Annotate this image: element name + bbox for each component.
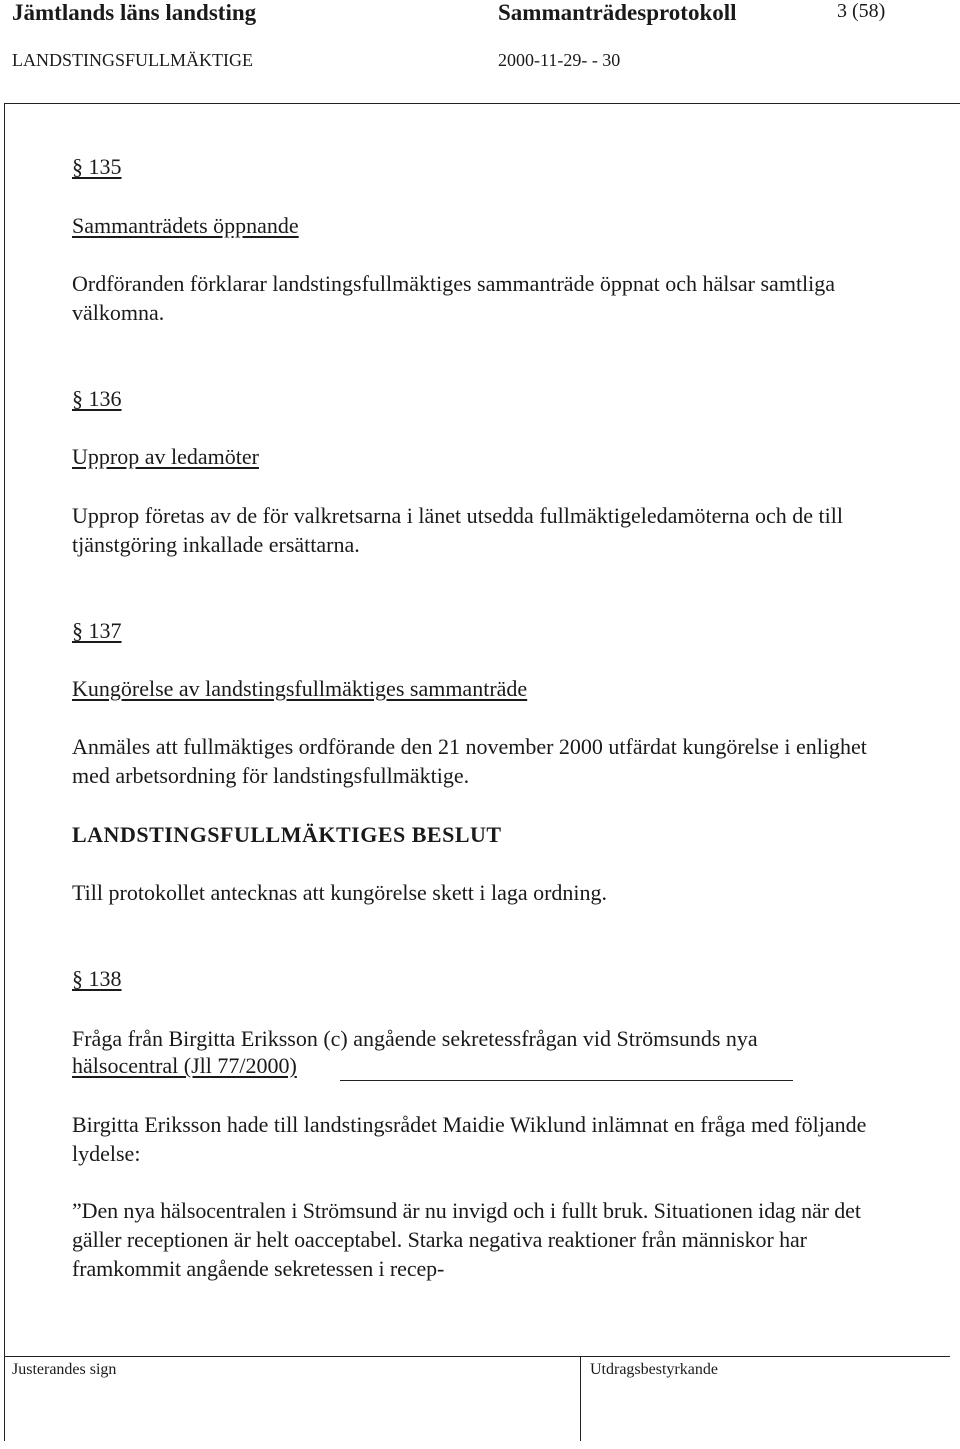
body-name: LANDSTINGSFULLMÄKTIGE (12, 50, 253, 70)
section-137-text: Anmäles att fullmäktiges ordförande den 21 november 2000 utfärdat kungörelse i enlighet med arbetsordning för landstingsfullmäktige. (72, 734, 867, 788)
section-136-text: Upprop företas av de för valkretsarna i länet utsedda fullmäktigeledamöterna och de till tjänstgöring inkallade ersättarna. (72, 503, 843, 557)
page-number: 3 (58) (837, 0, 886, 22)
decision-heading: LANDSTINGSFULLMÄKTIGES BESLUT (72, 822, 502, 847)
footer-signature-label: Justerandes sign (12, 1361, 117, 1378)
section-138-quote: ”Den nya hälsocentralen i Strömsund är nu invigd och i fullt bruk. Situationen idag när det gäller receptionen är helt oacceptabel. Starka negativa reaktioner från människor har framkommit angående sekretessen i recep- (72, 1198, 861, 1281)
section-138-text: Birgitta Eriksson hade till landstingsrådet Maidie Wiklund inlämnat en fråga med följande lydelse: (72, 1112, 867, 1166)
footer-certification-label: Utdragsbestyrkande (590, 1361, 718, 1378)
section-136-title: Upprop av ledamöter (72, 444, 259, 469)
section-137-title: Kungörelse av landstingsfullmäktiges sammanträde (72, 676, 528, 701)
section-138-title-line2: hälsocentral (Jll 77/2000) (72, 1053, 297, 1078)
section-138-number: § 138 (72, 966, 122, 991)
section-136-number: § 136 (72, 386, 122, 411)
section-135-text: Ordföranden förklarar landstingsfullmäktiges sammanträde öppnat och hälsar samtliga välkomna. (72, 271, 836, 325)
organization-name: Jämtlands läns landsting (12, 0, 257, 25)
section-137-number: § 137 (72, 618, 122, 643)
section-135-title: Sammanträdets öppnande (72, 213, 299, 238)
section-138-title-line1: Fråga från Birgitta Eriksson (c) angående sekretessfrågan vid Strömsunds nya (72, 1026, 758, 1051)
decision-text: Till protokollet antecknas att kungörelse skett i laga ordning. (72, 880, 608, 905)
section-135-number: § 135 (72, 154, 122, 179)
left-margin-rule (4, 103, 5, 1441)
footer-rule (4, 1356, 950, 1357)
meeting-date: 2000-11-29- - 30 (498, 50, 621, 70)
title-underline-fill (340, 1080, 793, 1081)
footer-divider (580, 1356, 581, 1441)
document-type: Sammanträdesprotokoll (498, 0, 737, 25)
header-rule (4, 103, 960, 104)
